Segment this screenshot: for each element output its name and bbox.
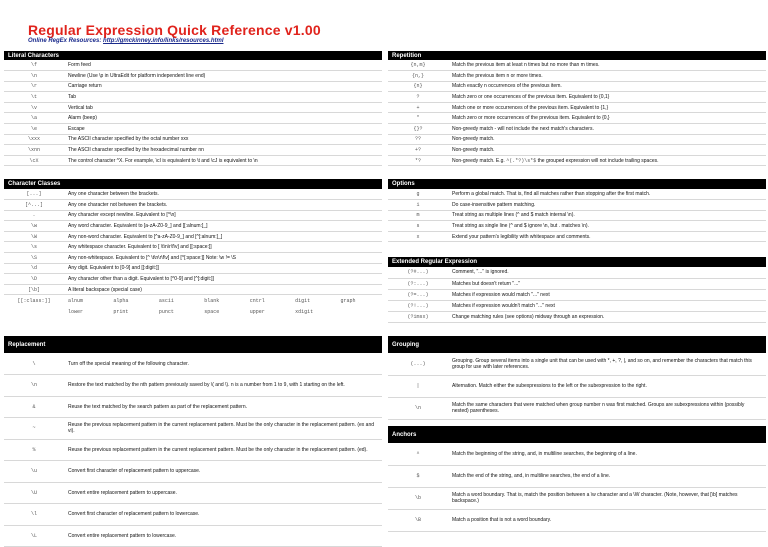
anchors-section (388, 426, 766, 532)
posix-class: blank (204, 297, 220, 304)
syntax-description: Any word character. Equivalent to [a-zA-Z0-9_] and [[:alnum:]_] (64, 221, 382, 232)
description-text: Non-greedy match. E.g. (452, 157, 507, 164)
table-row (4, 263, 382, 274)
syntax-code: \t (4, 92, 64, 103)
extended-table (388, 267, 766, 323)
table-row (4, 113, 382, 124)
table-row (4, 200, 382, 211)
table-row (388, 200, 766, 211)
posix-class: cntrl (249, 297, 265, 304)
syntax-description: Any non-word character. Equivalent to [^a-zA-Z0-9_] and [^[:alnum:]_] (64, 231, 382, 242)
posix-classes-table (4, 295, 382, 317)
syntax-description: Convert entire replacement pattern to lowercase. (64, 525, 382, 547)
table-row (4, 461, 382, 483)
table-row (388, 487, 766, 509)
syntax-description: Turn off the special meaning of the following character. (64, 353, 382, 375)
syntax-code: . (4, 210, 64, 221)
syntax-description: Match one or more occurrences of the previous item. Equivalent to {1,} (448, 102, 766, 113)
syntax-code: \xnn (4, 145, 64, 156)
syntax-code: (...) (388, 353, 448, 375)
syntax-code: ? (388, 92, 448, 103)
table-row (388, 465, 766, 487)
posix-class: alnum (68, 297, 84, 304)
classes-table (4, 189, 382, 295)
syntax-description: Any character except newline. Equivalent to [^\n] (64, 210, 382, 221)
description-text: the grouped expression will not include trailing spaces. (536, 157, 659, 164)
table-row (388, 189, 766, 200)
table-row (388, 231, 766, 242)
table-row (4, 274, 382, 285)
syntax-description: Match the end of the string, and, in multiline searches, the end of a line. (448, 465, 766, 487)
syntax-description: Any digit. Equivalent to [0-9] and [[:digit:]] (64, 263, 382, 274)
syntax-code: \U (4, 482, 64, 504)
syntax-code: (?imsx) (388, 312, 448, 323)
syntax-description: A literal backspace (special case) (64, 284, 382, 295)
posix-row (4, 295, 382, 306)
table-row (388, 397, 766, 419)
syntax-description: Convert first character of replacement pattern to lowercase. (64, 504, 382, 526)
syntax-code: [\b] (4, 284, 64, 295)
section-header: Repetition (388, 51, 766, 60)
syntax-code: ?? (388, 134, 448, 145)
syntax-description: The ASCII character specified by the octal number xxx (64, 134, 382, 145)
syntax-code: \cX (4, 155, 64, 166)
page-subtitle (28, 38, 224, 44)
syntax-code: \n (4, 375, 64, 397)
table-row (4, 504, 382, 526)
section-header: Extended Regular Expression (388, 257, 766, 267)
syntax-code: $ (388, 465, 448, 487)
syntax-description: Match zero or more occurrences of the previous item. Equivalent to {0,} (448, 113, 766, 124)
syntax-description: Alarm (beep) (64, 113, 382, 124)
table-row (4, 210, 382, 221)
posix-class: space (204, 308, 220, 315)
syntax-description: Convert entire replacement pattern to uppercase. (64, 482, 382, 504)
table-row (4, 124, 382, 135)
posix-class: graph (340, 297, 356, 304)
table-row (388, 289, 766, 300)
syntax-description: The ASCII character specified by the hexadecimal number nn (64, 145, 382, 156)
table-row (4, 60, 382, 71)
literal-section (4, 51, 382, 166)
table-row (388, 71, 766, 82)
posix-class: ascii (158, 297, 174, 304)
syntax-description: Grouping. Group several items into a single unit that can be used with *, +, ?, |, and so on, and remember the characters that match this group for use with later references. (448, 353, 766, 375)
table-row (388, 145, 766, 156)
replacement-section (4, 336, 382, 547)
syntax-description: The control character ^X. For example, \cI is equivalent to \t and \cJ is equivalent to \n (64, 155, 382, 166)
syntax-code: + (388, 102, 448, 113)
table-row (4, 231, 382, 242)
table-row (4, 439, 382, 461)
syntax-code: \ (4, 353, 64, 375)
literal-table (4, 60, 382, 166)
syntax-description: Any whitespace character. Equivalent to [ \t\n\r\f\v] and [[:space:]] (64, 242, 382, 253)
syntax-code: [...] (4, 189, 64, 200)
syntax-code: s (388, 221, 448, 232)
table-row (4, 221, 382, 232)
syntax-description: Matches if expression wouldn't match "..." next (448, 301, 766, 312)
table-row (4, 155, 382, 166)
table-row (388, 375, 766, 397)
syntax-description: Match zero or one occurrences of the previous item. Equivalent to {0,1} (448, 92, 766, 103)
table-row (388, 124, 766, 135)
syntax-code: [^...] (4, 200, 64, 211)
anchors-table (388, 443, 766, 532)
syntax-code: \u (4, 461, 64, 483)
syntax-description: Comment, "..." is ignored. (448, 267, 766, 278)
syntax-description: Carriage return (64, 81, 382, 92)
table-row (4, 102, 382, 113)
table-row (4, 253, 382, 264)
repetition-table (388, 60, 766, 166)
syntax-code: i (388, 200, 448, 211)
syntax-code: (?#...) (388, 267, 448, 278)
syntax-code: (?!...) (388, 301, 448, 312)
syntax-description: Perform a global match. That is, find all matches rather than stopping after the first match. (448, 189, 766, 200)
syntax-description: Convert first character of replacement pattern to uppercase. (64, 461, 382, 483)
table-row (4, 482, 382, 504)
syntax-description: Restore the text matched by the nth pattern previously saved by \( and \). n is a number from 1 to 9, with 1 starting on the left. (64, 375, 382, 397)
table-row (388, 278, 766, 289)
syntax-description: Match a word boundary. That is, match the position between a \w character and a \W character. (Note, however, that [\b] matches backspace.) (448, 487, 766, 509)
table-row (388, 301, 766, 312)
page-title: Regular Expression Quick Reference v1.00 (28, 22, 321, 38)
extended-section (388, 257, 766, 323)
table-row (388, 509, 766, 531)
table-row (4, 525, 382, 547)
syntax-code: +? (388, 145, 448, 156)
table-row (4, 242, 382, 253)
syntax-description: Match a position that is not a word boundary. (448, 509, 766, 531)
posix-class: xdigit (295, 308, 314, 315)
syntax-code: & (4, 396, 64, 418)
syntax-code: m (388, 210, 448, 221)
syntax-description: Non-greedy match. (448, 145, 766, 156)
syntax-code: (?=...) (388, 289, 448, 300)
table-row (4, 353, 382, 375)
posix-class: punct (158, 308, 174, 315)
syntax-description: Vertical tab (64, 102, 382, 113)
syntax-description: Any one character not between the brackets. (64, 200, 382, 211)
table-row (388, 113, 766, 124)
syntax-description: Form feed (64, 60, 382, 71)
posix-code: [[:class:]] (17, 297, 51, 304)
table-row (4, 418, 382, 440)
table-row (388, 60, 766, 71)
table-row (388, 134, 766, 145)
syntax-code: \D (4, 274, 64, 285)
syntax-description: Treat string as multiple lines (^ and $ match internal \n). (448, 210, 766, 221)
table-row (388, 267, 766, 278)
table-row (388, 210, 766, 221)
resources-link[interactable]: http://gmckinney.info/links/resources.html (103, 38, 224, 44)
syntax-code: {n,m} (388, 60, 448, 71)
posix-class: alpha (113, 297, 129, 304)
table-row (4, 396, 382, 418)
syntax-code: \S (4, 253, 64, 264)
table-row (388, 92, 766, 103)
posix-class: digit (295, 297, 311, 304)
section-header: Literal Characters (4, 51, 382, 60)
table-row (4, 71, 382, 82)
syntax-code: \B (388, 509, 448, 531)
posix-class: print (113, 308, 129, 315)
table-row (388, 155, 766, 166)
syntax-description: Newline (Use \p in UltraEdit for platform independent line end) (64, 71, 382, 82)
syntax-description: Any one character between the brackets. (64, 189, 382, 200)
table-row (388, 312, 766, 323)
table-row (4, 134, 382, 145)
section-header: Options (388, 179, 766, 189)
syntax-code: \b (388, 487, 448, 509)
table-row (388, 81, 766, 92)
syntax-description: Do case-insensitive pattern matching. (448, 200, 766, 211)
table-row (388, 443, 766, 465)
syntax-code: g (388, 189, 448, 200)
syntax-description: Any non-whitespace. Equivalent to [^ \t\n\r\f\v] and [^[:space:]] Note: \w != \S (64, 253, 382, 264)
posix-row (4, 306, 382, 317)
section-header: Anchors (388, 426, 766, 443)
table-row (4, 284, 382, 295)
options-section (388, 179, 766, 242)
syntax-description: Matches if expression would match "..." next (448, 289, 766, 300)
syntax-code: {n} (388, 81, 448, 92)
syntax-description: Change matching rules (see options) midway through an expression. (448, 312, 766, 323)
syntax-code: \v (4, 102, 64, 113)
syntax-description: Match exactly n occurrences of the previous item. (448, 81, 766, 92)
syntax-code: \s (4, 242, 64, 253)
repetition-section (388, 51, 766, 166)
options-table (388, 189, 766, 242)
syntax-description: Matches but doesn't return "..." (448, 278, 766, 289)
syntax-code: | (388, 375, 448, 397)
syntax-code: (?:...) (388, 278, 448, 289)
syntax-code: \r (4, 81, 64, 92)
syntax-description: Match the previous item at least n times but no more than m times. (448, 60, 766, 71)
syntax-code: {n,} (388, 71, 448, 82)
syntax-code: ~ (4, 418, 64, 440)
posix-class: upper (249, 308, 265, 315)
syntax-description: Escape (64, 124, 382, 135)
syntax-description: Non-greedy match. (448, 134, 766, 145)
table-row (388, 221, 766, 232)
section-header: Replacement (4, 336, 382, 353)
syntax-description: Extend your pattern's legibility with whitespace and comments. (448, 231, 766, 242)
syntax-description (448, 155, 766, 166)
syntax-code: \f (4, 60, 64, 71)
syntax-code: {}? (388, 124, 448, 135)
syntax-code: \n (4, 71, 64, 82)
syntax-code: \xxx (4, 134, 64, 145)
syntax-code: \n (388, 397, 448, 419)
table-row (4, 81, 382, 92)
syntax-code: \L (4, 525, 64, 547)
syntax-description: Any character other than a digit. Equivalent to [^0-9] and [^[:digit:]] (64, 274, 382, 285)
syntax-code: *? (388, 155, 448, 166)
syntax-code: % (4, 439, 64, 461)
table-row (4, 375, 382, 397)
syntax-code: \W (4, 231, 64, 242)
posix-class: lower (68, 308, 84, 315)
table-row (388, 102, 766, 113)
classes-section (4, 179, 382, 317)
syntax-description: Reuse the previous replacement pattern in the current replacement pattern. Must be the only character in the replacement pattern. (ed). (64, 439, 382, 461)
syntax-description: Treat string as single line (^ and $ ignore \n, but . matches \n). (448, 221, 766, 232)
syntax-code: \d (4, 263, 64, 274)
syntax-description: Match the beginning of the string, and, in multiline searches, the beginning of a line. (448, 443, 766, 465)
syntax-code: \e (4, 124, 64, 135)
table-row (4, 145, 382, 156)
syntax-description: Non-greedy match - will not include the next match's characters. (448, 124, 766, 135)
section-header: Character Classes (4, 179, 382, 189)
syntax-description: Match the previous item n or more times. (448, 71, 766, 82)
syntax-description: Match the same characters that were matched when group number n was first matched. Groups are subexpressions within (possibly nested) parentheses. (448, 397, 766, 419)
syntax-description: Reuse the previous replacement pattern in the current replacement pattern. Must be the only character in the replacement pattern. (ex and vi). (64, 418, 382, 440)
section-header: Grouping (388, 336, 766, 353)
grouping-section (388, 336, 766, 420)
table-row (388, 353, 766, 375)
syntax-code: * (388, 113, 448, 124)
replacement-table (4, 353, 382, 547)
syntax-code: ^ (388, 443, 448, 465)
syntax-code: \w (4, 221, 64, 232)
table-row (4, 189, 382, 200)
syntax-code: \l (4, 504, 64, 526)
syntax-code: x (388, 231, 448, 242)
grouping-table (388, 353, 766, 420)
syntax-description: Tab (64, 92, 382, 103)
table-row (4, 92, 382, 103)
syntax-description: Alternation. Match either the subexpressions to the left or the subexpression to the right. (448, 375, 766, 397)
subtitle-prefix: Online RegEx Resources: (28, 38, 102, 44)
example-code: ^(.*?)\s*$ (506, 157, 537, 164)
syntax-description: Reuse the text matched by the search pattern as part of the replacement pattern. (64, 396, 382, 418)
syntax-code: \a (4, 113, 64, 124)
